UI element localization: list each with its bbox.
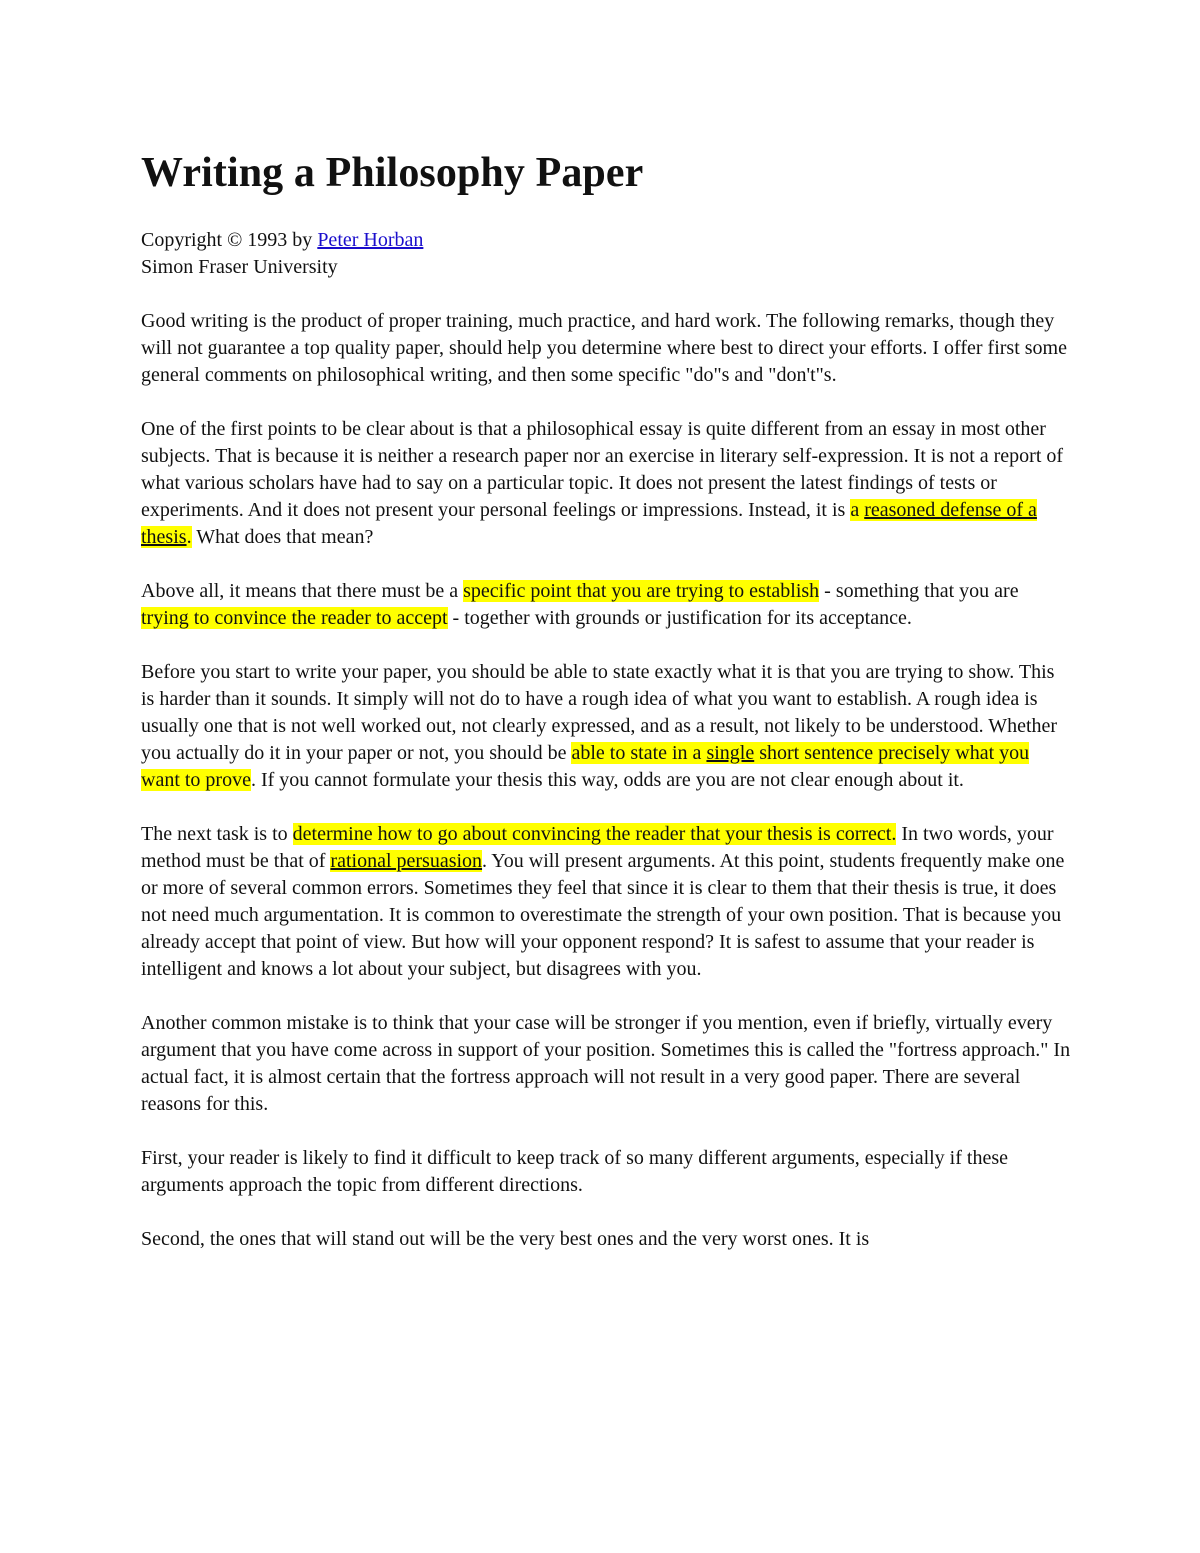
document-page — [141, 145, 1071, 1253]
paragraph-essay-difference — [141, 416, 1071, 551]
paragraph-text: What does that mean? — [191, 526, 374, 548]
paragraph-text: You will present arguments. At this point, students frequently make one or more of several common errors. Sometimes they feel that since it is clear to them that their thesis is true, it does not need much argumentation. It is common to overestimate the strength of your own position. That is because you already accept that point of view. But how will your opponent respond? It is safest to assume that your reader is intelligent and knows a lot about your subject, but disagrees with you. — [141, 850, 1065, 980]
page-title: Writing a Philosophy Paper — [141, 150, 644, 196]
paragraph-text: The next task is to — [141, 823, 293, 845]
paragraph-text: . — [482, 850, 488, 872]
institution: Simon Fraser University — [141, 256, 338, 278]
paragraph-above-all — [141, 578, 1071, 632]
author-link[interactable]: Peter Horban — [317, 229, 424, 251]
underlined-text: reasoned defense of a thesis — [141, 499, 1037, 548]
paragraph-text: In two words, your method must be that of — [141, 823, 1054, 872]
paragraph-first-reason: First, your reader is likely to find it difficult to keep track of so many different arguments, especially if these arguments approach the topic from different directions. — [141, 1147, 1008, 1196]
paragraph-common-mistake: Another common mistake is to think that your case will be stronger if you mention, even if briefly, virtually every argument that you have come across in support of your position. Sometimes this is called the "fortress approach." In actual fact, it is almost certain that the fortress approach will not result in a very good paper. There are several reasons for this. — [141, 1012, 1071, 1115]
paragraph-text: If you cannot formulate your thesis this way, odds are you are not clear enough about it. — [255, 769, 964, 791]
highlight: specific point that you are trying to establish — [463, 580, 820, 602]
highlight: determine how to go about convincing the reader that your thesis is correct. — [292, 823, 897, 845]
copyright-text: Copyright © 1993 by — [141, 229, 318, 251]
paragraph-text: Before you start to write your paper, you should be able to state exactly what it is that you are trying to show. This is harder than it sounds. It simply will not do to have a rough idea of what you want to establish. A rough idea is usually one that is not well worked out, not clearly expressed, and as a result, not likely to be understood. Whether you actually do it in your paper or not, you should be — [141, 661, 1058, 764]
paragraph-text: . — [250, 769, 256, 791]
highlight — [330, 850, 482, 872]
paragraph-intro: Good writing is the product of proper training, much practice, and hard work. The following remarks, though they will not guarantee a top quality paper, should help you determine where best to direct your efforts. I offer first some general comments on philosophical writing, and then some specific "do"s and "don't"s. — [141, 310, 1067, 386]
underlined-text: single — [706, 742, 755, 764]
paragraph-second-reason: Second, the ones that will stand out will be the very best ones and the very worst ones. It is — [141, 1228, 870, 1250]
highlight-text: able to state in a — [571, 742, 707, 764]
highlight: trying to convince the reader to accept — [141, 607, 448, 629]
highlight-text: . — [186, 526, 192, 548]
paragraph-text: One of the first points to be clear about is that a philosophical essay is quite different from an essay in most other subjects. That is because it is neither a research paper nor an exercise in literary self-expression. It is not a report of what various scholars have had to say on a particular topic. It does not present the latest findings of tests or experiments. And it does not present your personal feelings or impressions. Instead, it is — [141, 418, 1064, 521]
highlight-text: a — [850, 499, 865, 521]
copyright-line — [141, 227, 1071, 254]
paragraph-text: - something that you are — [819, 580, 1019, 602]
byline — [141, 227, 1071, 281]
paragraph-text: - together with grounds or justification for its acceptance. — [447, 607, 912, 629]
paragraph-text: Above all, it means that there must be a — [141, 580, 464, 602]
underlined-text: rational persuasion — [330, 850, 483, 872]
paragraph-before-you-start — [141, 659, 1071, 794]
highlight-text: short sentence precisely what you want to prove — [141, 742, 1030, 791]
paragraph-next-task — [141, 821, 1071, 983]
